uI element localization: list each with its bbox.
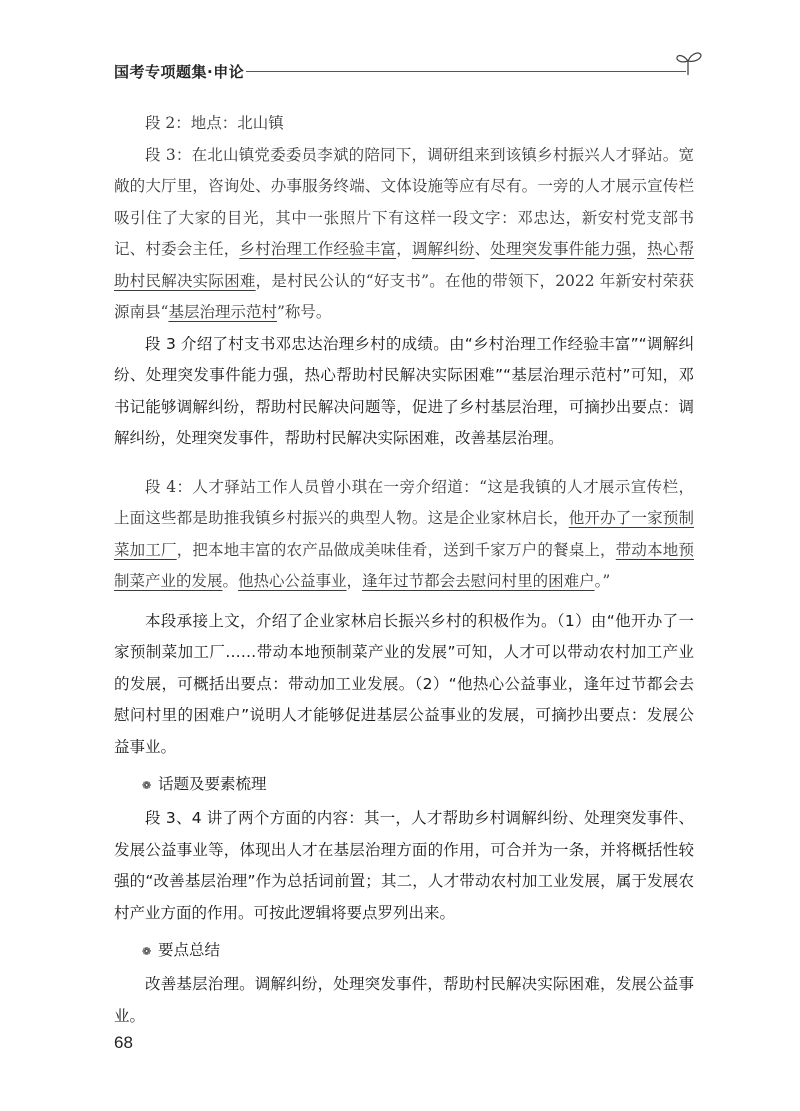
underlined-text: 他开办了一家预制菜加工厂 [114, 509, 694, 559]
text-run: 、 [474, 240, 491, 258]
section-heading-summary [114, 935, 694, 967]
underlined-text: 基层治理示范村 [168, 303, 277, 321]
page-number: 68 [114, 1033, 133, 1052]
topic-text: 段 3、4 讲了两个方面的内容：其一，人才帮助乡村调解纠纷、处理突发事件、发展公益事业等，体现出人才在基层治理方面的作用，可合并为一条，并将概括性较强的“改善基层治理”作为总括词前置；其二，人才带动农村加工业发展，属于发展农村产业方面的作用。可按此逻辑将要点罗列出来。 [114, 809, 694, 922]
sprout-icon [674, 49, 704, 77]
flower-bullet-icon: ❁ [142, 779, 152, 792]
text-run: ， [631, 240, 648, 258]
text-run: ，把本地丰富的农产品做成美味佳肴，送到千家万户的餐桌上， [176, 540, 616, 559]
page-content [114, 108, 694, 1032]
text-run: ”称号。 [276, 303, 332, 321]
underlined-text: 他热心公益事业 [238, 572, 347, 590]
text-run: 段 3：在北山镇党委委员李斌的陪同下，调研组来到该镇乡村振兴人才驿站。宽敞的大厅里，咨询处、办事服务终端、文体设施等应有尽有。一旁的人才展示宣传栏吸引住了大家的目光，其中一张照片下有这样一段文字：邓忠达，新安村党支部书记、村委会主任， [114, 145, 694, 258]
paragraph-segment-4 [114, 472, 694, 598]
underlined-text: 乡村治理工作经验丰富 [239, 240, 397, 258]
underlined-text: 带动本地预制菜产业的发展 [114, 540, 694, 590]
paragraph-segment-3 [114, 140, 694, 329]
text-run: ，是村民公认的“好支书”。在他的带领下，2022 年新安村荣获源南县“ [114, 271, 694, 321]
page-header [114, 55, 704, 85]
summary-text: 改善基层治理。调解纠纷，处理突发事件，帮助村民解决实际困难，发展公益事业。 [114, 975, 694, 1025]
analysis-segment-3: 段 3 介绍了村支书邓忠达治理乡村的成绩。由“乡村治理工作经验丰富”“调解纠纷、处理突发事件能力强，热心帮助村民解决实际困难”“基层治理示范村”可知，邓书记能够调解纠纷，帮助村民解决问题等，促进了乡村基层治理，可摘抄出要点：调解纠纷，处理突发事件，帮助村民解决实际困难，改善基层治理。 [114, 334, 694, 447]
analysis-segment-4: 本段承接上文，介绍了企业家林启长振兴乡村的积极作为。（1）由“他开办了一家预制菜加工厂……带动本地预制菜产业的发展”可知，人才可以带动农村加工产业的发展，可概括出要点：带动加工业发展。（2）“他热心公益事业，逢年过节都会去慰问村里的困难户”说明人才能够促进基层公益事业的发展，可摘抄出要点：发展公益事业。 [114, 611, 694, 756]
section-heading-text: 要点总结 [158, 941, 221, 959]
text-run: 段 4：人才驿站工作人员曾小琪在一旁介绍道：“这是我镇的人才展示宣传栏，上面这些都是助推我镇乡村振兴的典型人物。这是企业家林启长， [114, 477, 694, 527]
text-run: ， [346, 572, 363, 590]
header-rule [246, 71, 686, 72]
underlined-text: 处理突发事件能力强 [490, 240, 632, 258]
header-title: 国考专项题集·申论 [114, 63, 245, 81]
flower-bullet-icon: ❁ [142, 945, 152, 958]
section-heading-topic [114, 769, 694, 801]
text-run: 。 [222, 572, 239, 590]
underlined-text: 热心帮助村民解决实际困难 [114, 240, 694, 290]
paragraph-segment-2: 段 2：地点：北山镇 [145, 114, 284, 132]
underlined-text: 调解纠纷 [411, 240, 475, 258]
underlined-text: 逢年过节都会去慰问村里的困难户 [362, 572, 595, 590]
text-run: 。” [594, 572, 611, 590]
section-heading-text: 话题及要素梳理 [158, 775, 267, 793]
text-run: ， [396, 240, 412, 258]
